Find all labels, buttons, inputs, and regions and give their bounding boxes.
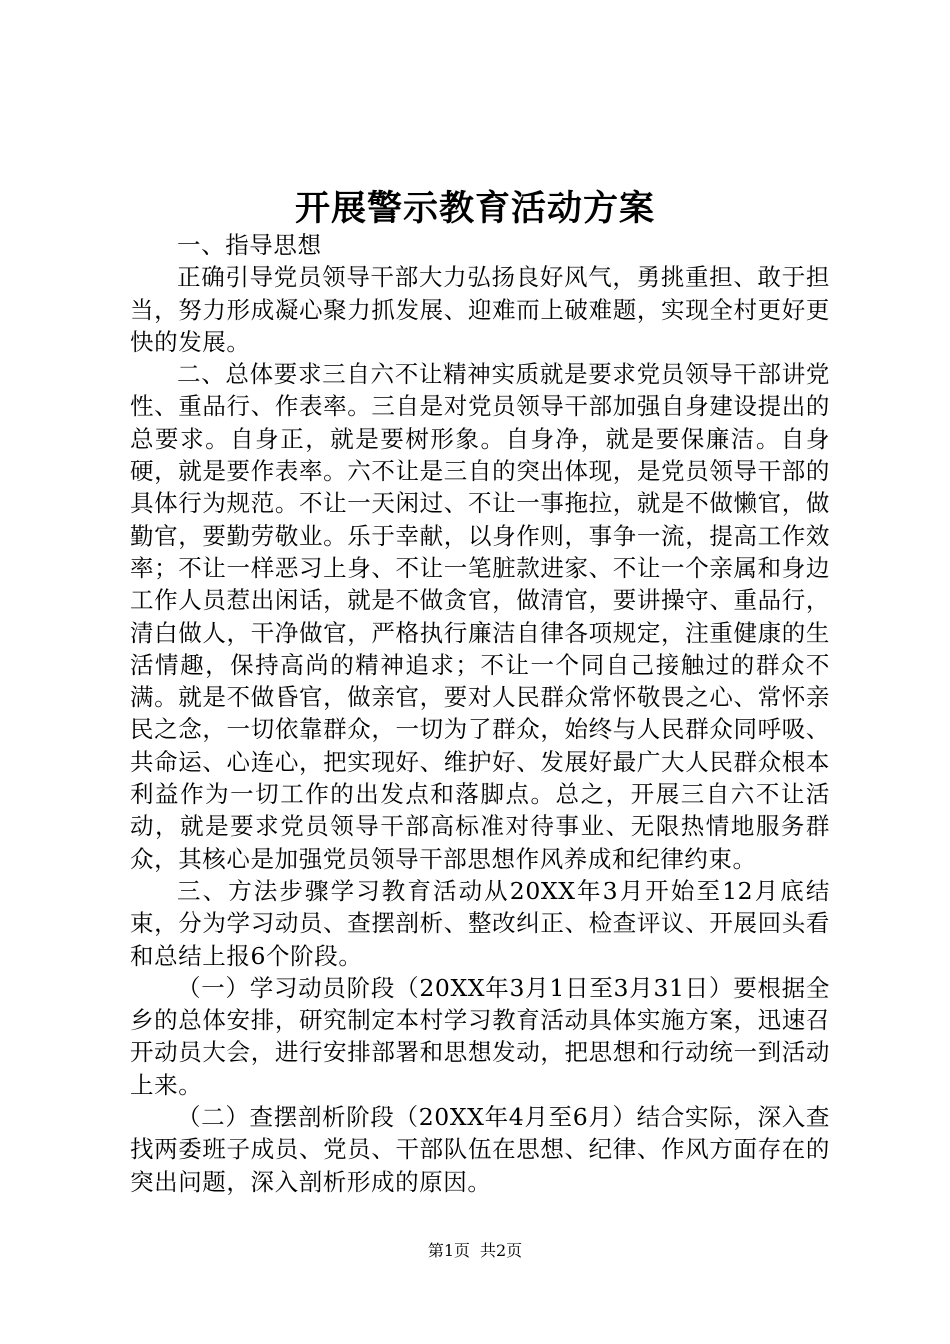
page-total: 共2页 — [480, 1241, 523, 1260]
page-number: 第1页 — [427, 1241, 470, 1260]
document-body — [130, 229, 830, 1198]
section-heading-guiding-ideology: 一、指导思想 — [177, 231, 322, 259]
paragraph: 二、总体要求三自六不让精神实质就是要求党员领导干部讲党性、重品行、作表率。三自是对党员领导干部加强自身建设提出的总要求。自身正，就是要树形象。自身净，就是要保廉洁。自身硬，就是要作表率。六不让是三自的突出体现，是党员领导干部的具体行为规范。不让一天闲过、不让一事拖拉，就是不做懒官，做勤官，要勤劳敬业。乐于幸献，以身作则，事争一流，提高工作效率；不让一样恶习上身、不让一笔脏款进家、不让一个亲属和身边工作人员惹出闲话，就是不做贪官，做清官，要讲操守、重品行，清白做人，干净做官，严格执行廉洁自律各项规定，注重健康的生活情趣，保持高尚的精神追求；不让一个同自己接触过的群众不满。就是不做昏官，做亲官，要对人民群众常怀敬畏之心、常怀亲民之念，一切依靠群众，一切为了群众，始终与人民群众同呼吸、共命运、心连心，把实现好、维护好、发展好最广大人民群众根本利益作为一切工作的出发点和落脚点。总之，开展三自六不让活动，就是要求党员领导干部高标准对待事业、无限热情地服务群众，其核心是加强党员领导干部思想作风养成和纪律约束。 — [130, 360, 830, 873]
paragraph: 正确引导党员领导干部大力弘扬良好风气，勇挑重担、敢于担当，努力形成凝心聚力抓发展、迎难而上破难题，实现全村更好更快的发展。 — [130, 263, 830, 356]
document-title: 开展警示教育活动方案 — [294, 188, 655, 229]
paragraph: （二）查摆剖析阶段（20XX年4月至6月）结合实际，深入查找两委班子成员、党员、干部队伍在思想、纪律、作风方面存在的突出问题，深入剖析形成的原因。 — [130, 1103, 830, 1196]
paragraph: 三、方法步骤学习教育活动从20XX年3月开始至12月底结束，分为学习动员、查摆剖析、整改纠正、检查评议、开展回头看和总结上报6个阶段。 — [130, 876, 830, 970]
paragraph: （一）学习动员阶段（20XX年3月1日至3月31日）要根据全乡的总体安排，研究制定本村学习教育活动具体实施方案，迅速召开动员大会，进行安排部署和思想发动，把思想和行动统一到活动上来。 — [130, 973, 830, 1099]
page-footer — [0, 1239, 950, 1263]
